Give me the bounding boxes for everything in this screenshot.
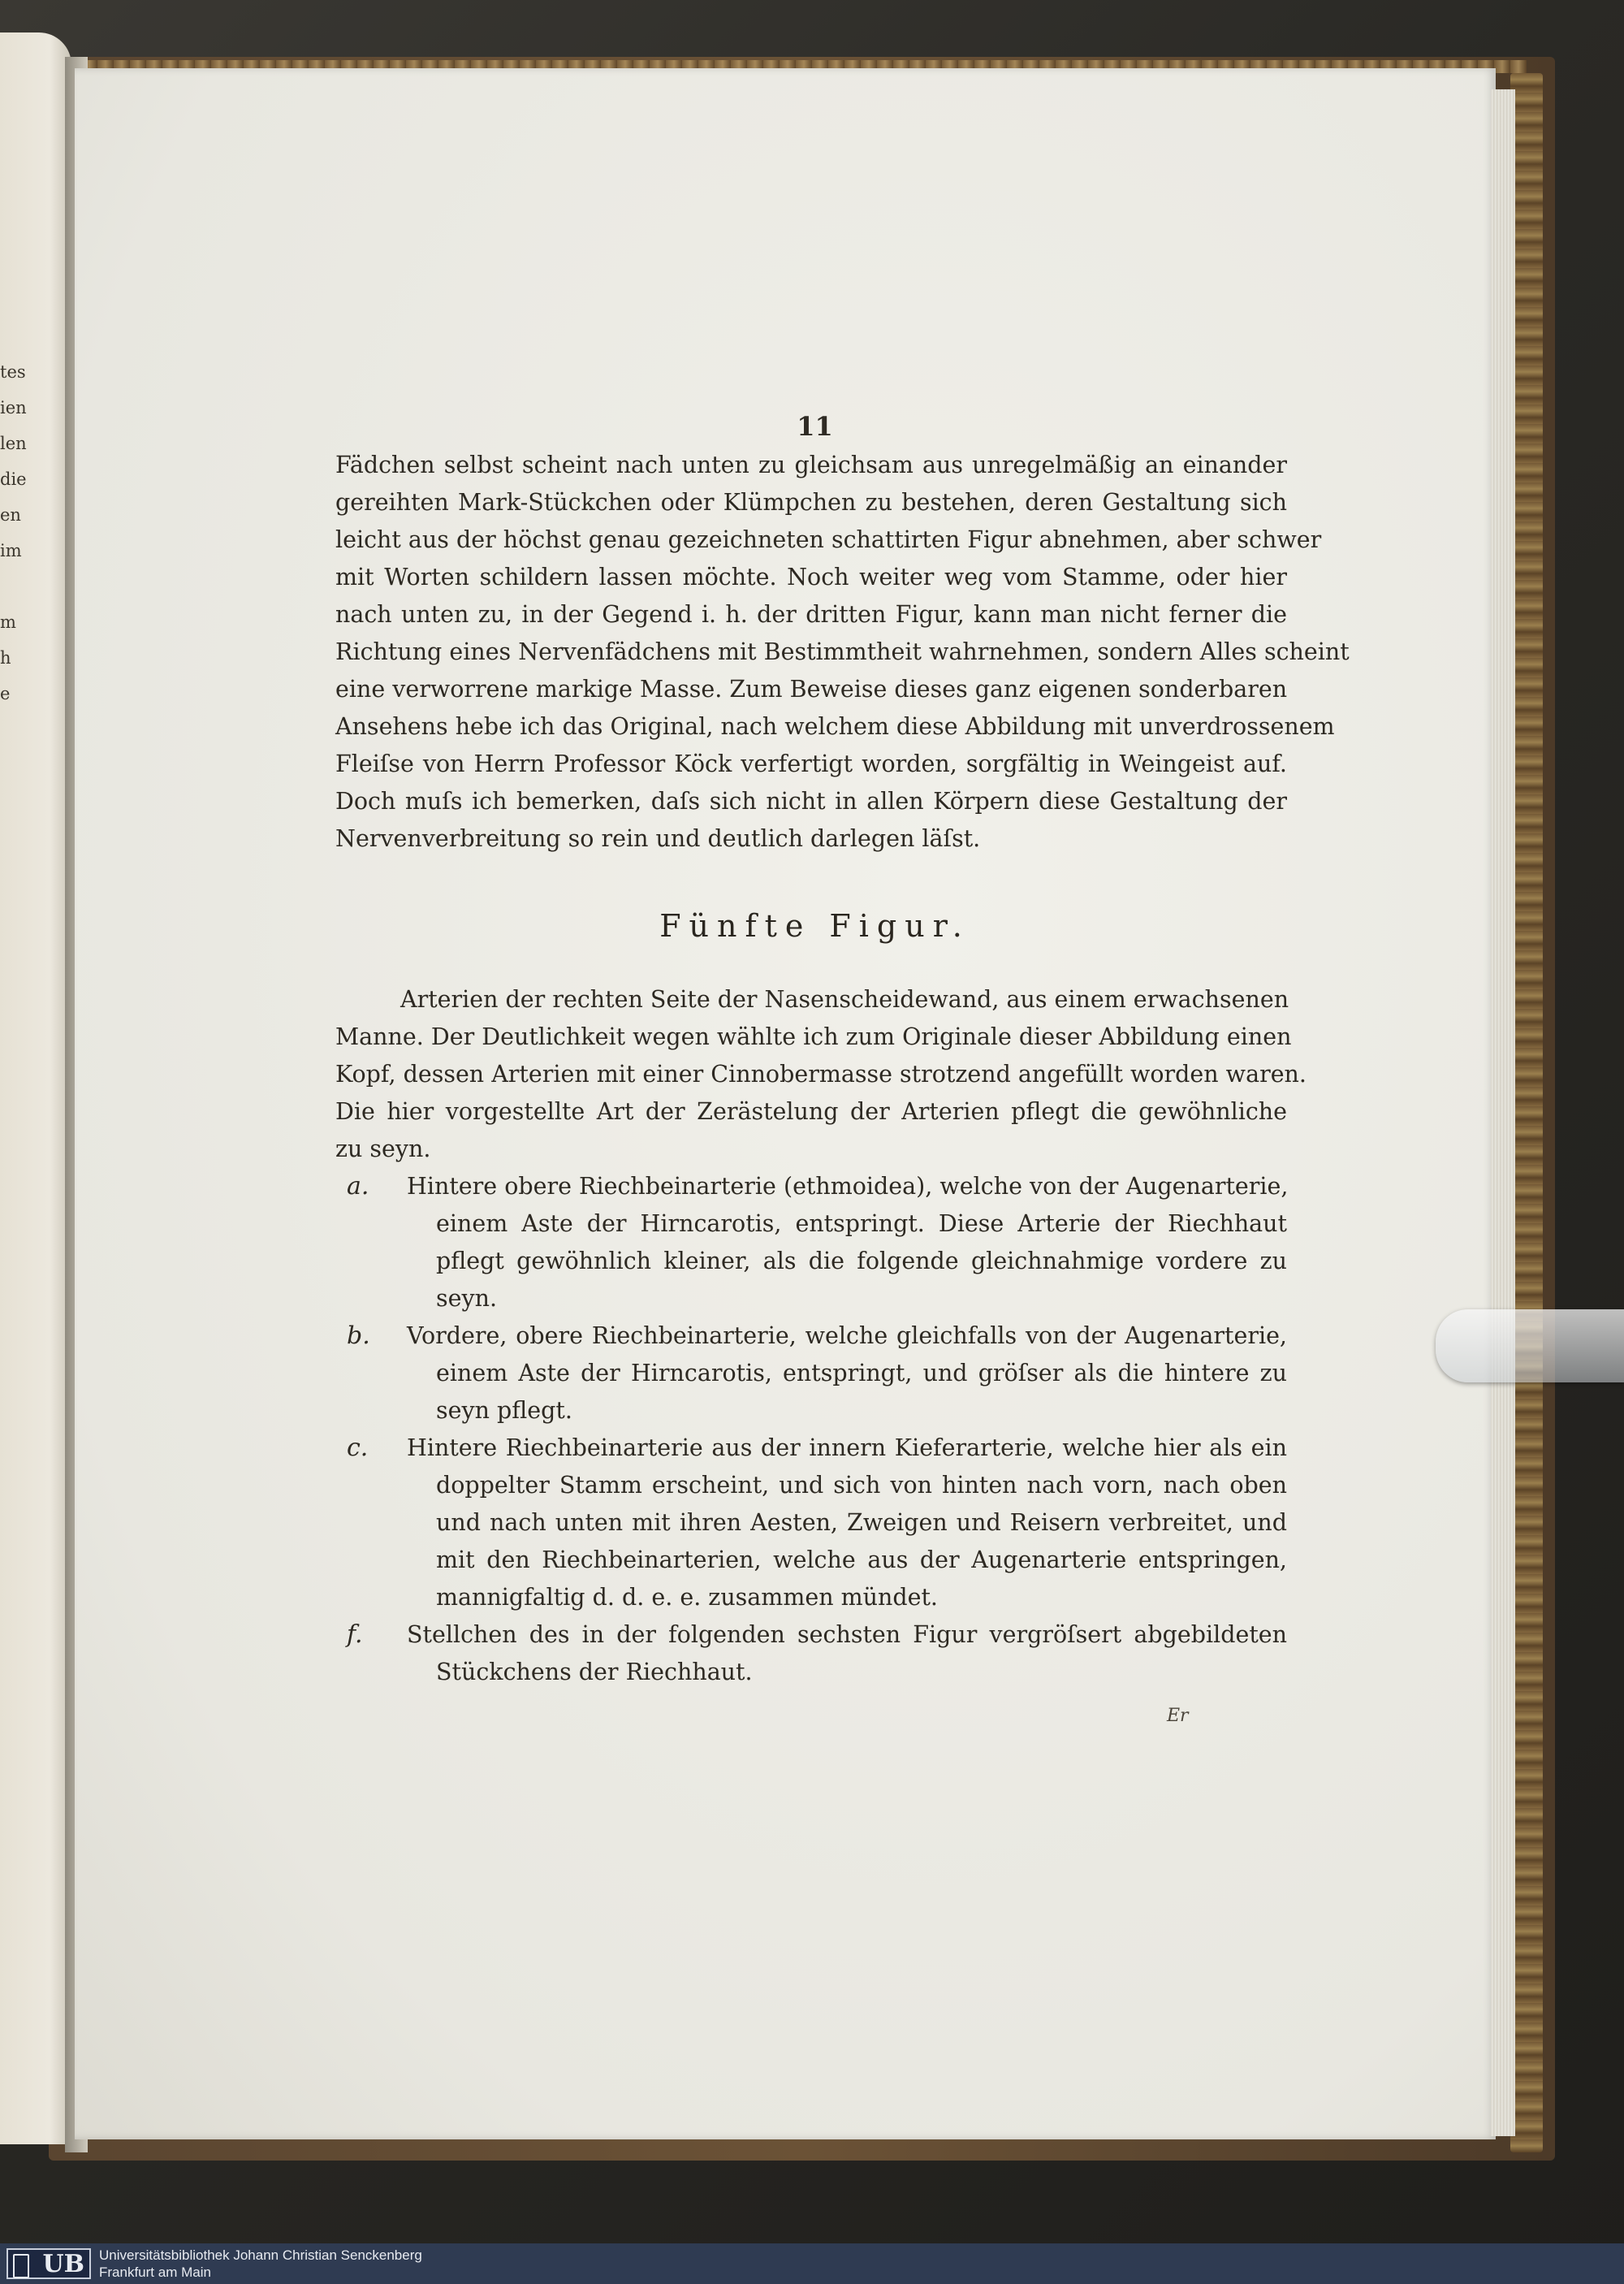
footer-text	[99, 2247, 422, 2281]
catchword: Er	[1167, 1706, 1189, 1726]
item-line: mannigfaltig d. d. e. e. zusammen mündet.	[436, 1584, 938, 1611]
footer-line-2: Frankfurt am Main	[99, 2265, 211, 2280]
body-line: Doch muſs ich bemerken, daſs sich nicht in allen Körpern diese Gestaltung der	[335, 788, 1287, 815]
intro-line: Arterien der rechten Seite der Nasenscheidewand, aus einem erwachsenen	[400, 986, 1289, 1013]
body-line: mit Worten schildern lassen möchte. Noch weiter weg vom Stamme, oder hier	[335, 564, 1287, 590]
legend-item-f	[335, 1616, 1287, 1691]
logo-mark-icon	[13, 2254, 29, 2278]
left-fragment	[0, 569, 32, 604]
item-line: Vordere, obere Riechbeinarterie, welche gleichfalls von der Augenarterie,	[407, 1322, 1287, 1349]
item-line: mit den Riechbeinarterien, welche aus der Augenarterie entspringen,	[436, 1546, 1287, 1573]
item-line: seyn.	[436, 1285, 498, 1312]
item-text	[407, 1430, 1287, 1616]
item-line: Stellchen des in der folgenden sechsten Figur vergröſsert abgebildeten	[407, 1621, 1287, 1648]
left-page-text-fragments	[0, 354, 32, 712]
intro-line: Die hier vorgestellte Art der Zerästelung der Arterien pflegt die gewöhnliche	[335, 1098, 1287, 1125]
left-fragment: im	[0, 541, 22, 560]
page-edges	[1491, 89, 1515, 2136]
item-label: c.	[347, 1434, 369, 1462]
logo-text: UB	[42, 2249, 84, 2278]
ink-bleed-through	[335, 1797, 497, 1829]
legend-item-b	[335, 1317, 1287, 1430]
item-line: doppelter Stamm erscheint, und sich von hinten nach vorn, nach oben	[436, 1472, 1287, 1499]
intro-line: Kopf, dessen Arterien mit einer Cinnobermasse strotzend angefüllt worden waren.	[335, 1061, 1307, 1088]
library-footer	[0, 2243, 1624, 2284]
right-page	[75, 68, 1496, 2139]
intro-paragraph	[335, 981, 1307, 1168]
left-fragment: e	[0, 684, 11, 703]
intro-line: Manne. Der Deutlichkeit wegen wählte ich zum Originale dieser Abbildung einen	[335, 1023, 1292, 1050]
item-line: seyn pflegt.	[436, 1397, 572, 1424]
body-line: Fädchen selbst scheint nach unten zu gleichsam aus unregelmäßig an einander	[335, 452, 1287, 478]
item-line: und nach unten mit ihren Aesten, Zweigen und Reisern verbreitet, und	[436, 1509, 1287, 1536]
body-paragraph	[335, 447, 1350, 858]
library-logo	[6, 2248, 91, 2279]
section-heading: Fünfte Figur.	[659, 908, 970, 944]
left-fragment: m	[0, 612, 16, 632]
body-line: Ansehens hebe ich das Original, nach welchem diese Abbildung mit unverdrossenem	[335, 713, 1335, 740]
item-line: Hintere Riechbeinarterie aus der innern Kieferarterie, welche hier als ein	[407, 1434, 1287, 1461]
left-page	[0, 32, 71, 2144]
cover-ornament-right	[1510, 73, 1543, 2152]
item-label: a.	[347, 1172, 369, 1200]
left-fragment: tes	[0, 362, 26, 382]
left-fragment: en	[0, 505, 21, 525]
left-fragment: len	[0, 434, 27, 453]
item-label: f.	[347, 1620, 363, 1649]
legend-item-c	[335, 1430, 1287, 1616]
body-line: Fleiſse von Herrn Professor Köck verfertigt worden, sorgfältig in Weingeist auf.	[335, 751, 1287, 777]
item-text	[407, 1616, 1287, 1691]
footer-line-1: Universitätsbibliothek Johann Christian Senckenberg	[99, 2247, 422, 2263]
left-fragment: h	[0, 648, 11, 668]
legend-item-a	[335, 1168, 1287, 1317]
page-number: 11	[797, 411, 833, 442]
body-line: eine verworrene markige Masse. Zum Beweise dieses ganz eigenen sonderbaren	[335, 676, 1288, 703]
item-line: einem Aste der Hirncarotis, entspringt, und gröſser als die hintere zu	[436, 1360, 1287, 1386]
item-line: Stückchens der Riechhaut.	[436, 1659, 753, 1685]
item-line: pflegt gewöhnlich kleiner, als die folgende gleichnahmige vordere zu	[436, 1248, 1287, 1274]
intro-line: zu seyn.	[335, 1136, 431, 1162]
body-line: nach unten zu, in der Gegend i. h. der dritten Figur, kann man nicht ferner die	[335, 601, 1287, 628]
item-text	[407, 1168, 1287, 1317]
body-line: leicht aus der höchst genau gezeichneten schattirten Figur abnehmen, aber schwer	[335, 526, 1322, 553]
left-fragment: ien	[0, 398, 27, 417]
body-line: Richtung eines Nervenfädchens mit Bestimmtheit wahrnehmen, sondern Alles scheint	[335, 638, 1350, 665]
body-line: Nervenverbreitung so rein und deutlich darlegen läſst.	[335, 825, 981, 852]
page-clip	[1436, 1309, 1624, 1382]
item-text	[407, 1317, 1287, 1430]
item-line: Hintere obere Riechbeinarterie (ethmoidea), welche von der Augenarterie,	[407, 1173, 1289, 1200]
body-line: gereihten Mark-Stückchen oder Klümpchen zu bestehen, deren Gestaltung sich	[335, 489, 1287, 516]
section-body	[335, 981, 1307, 1691]
item-line: einem Aste der Hirncarotis, entspringt. Diese Arterie der Riechhaut	[436, 1210, 1287, 1237]
item-label: b.	[347, 1322, 370, 1350]
left-fragment: die	[0, 469, 27, 489]
